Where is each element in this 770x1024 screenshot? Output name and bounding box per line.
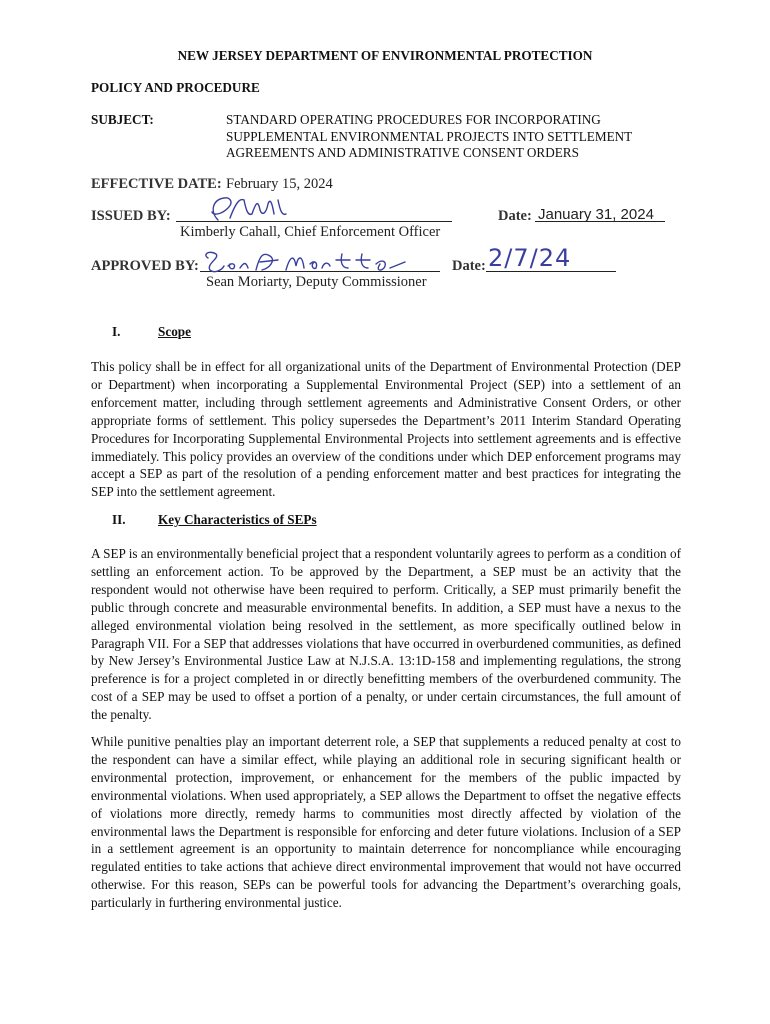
section-number: II.: [112, 512, 126, 527]
subject-line: SUPPLEMENTAL ENVIRONMENTAL PROJECTS INTO SETTLEMENT: [226, 128, 633, 144]
paragraph-text: This policy shall be in effect for all organizational units of the Department of Environmental Protection (DEP or Department) when incorporating a Supplemental Environmental Project (SEP) into a settlement of an enforcement matter, including through settlement agreements and Administrative Consent Orders, or other appropriate forms of settlement. This policy supersedes the Department’s 2011 Interim Standard Operating Procedures for Incorporating Supplemental Environmental Projects into settlement agreements and is effective immediately. This policy provides an overview of the conditions under which DEP enforcement programs may accept a SEP as part of the resolution of a pending enforcement matter and best practices for integrating the SEP into the settlement agreement.: [91, 359, 681, 500]
issued-signature-mark: [200, 192, 300, 226]
document-type: POLICY AND PROCEDURE: [91, 80, 260, 95]
approved-date-label: Date:: [452, 258, 486, 274]
issued-date-value: January 31, 2024: [538, 206, 654, 223]
section-paragraph: [91, 733, 681, 912]
issued-signer-name: Kimberly Cahall, Chief Enforcement Officer: [180, 224, 441, 240]
section-paragraph: [91, 358, 681, 501]
effective-date-label: EFFECTIVE DATE:: [91, 176, 222, 192]
issued-by-label: ISSUED BY:: [91, 208, 171, 224]
section-title: Scope: [158, 324, 191, 339]
effective-date-value: February 15, 2024: [226, 176, 333, 192]
paragraph-text: While punitive penalties play an important deterrent role, a SEP that supplements a reduced penalty at cost to the respondent can have a similar effect, while playing an additional role in securing significant health or environmental protection, improvement, or enhancement for the members of the public impacted by environmental violations. When used appropriately, a SEP allows the Department to offset the negative effects of violations more directly, remedy harms to communities most directly affected by violation of the environmental laws the Department is responsible for enforcing and deter future violations. Inclusion of a SEP in a settlement agreement is an opportunity to maintain deterrence for noncompliance while encouraging regulated entities to take actions that achieve direct environmental improvement that would not have occurred otherwise. For this reason, SEPs can be powerful tools for advancing the Department’s overarching goals, particularly in furthering environmental justice.: [91, 734, 681, 911]
subject-text: [226, 112, 686, 162]
approved-by-label: APPROVED BY:: [91, 258, 199, 274]
subject-label: SUBJECT:: [91, 112, 154, 127]
subject-line: AGREEMENTS AND ADMINISTRATIVE CONSENT ORDERS: [226, 145, 579, 160]
subject-line: STANDARD OPERATING PROCEDURES FOR INCORPORATING: [226, 112, 601, 127]
section-paragraph: [91, 545, 681, 724]
approved-date-value: 2/7/24: [488, 244, 572, 272]
section-title: Key Characteristics of SEPs: [158, 512, 317, 527]
issued-date-label: Date:: [498, 208, 532, 224]
approved-signer-name: Sean Moriarty, Deputy Commissioner: [206, 274, 427, 290]
section-number: I.: [112, 324, 121, 339]
department-header: NEW JERSEY DEPARTMENT OF ENVIRONMENTAL PROTECTION: [177, 48, 593, 63]
paragraph-text: A SEP is an environmentally beneficial project that a respondent voluntarily agrees to perform as a condition of settling an enforcement action. To be approved by the Department, a SEP must be an activity that the respondent would not otherwise have been required to perform. Critically, a SEP must primarily benefit the public through concrete and measurable environmental benefits. In addition, a SEP must have a nexus to the alleged environmental violation being resolved in the settlement, as more specifically outlined below in Paragraph VII. For a SEP that addresses violations that have occurred in overburdened communities, as defined by New Jersey’s Environmental Justice Law at N.J.S.A. 13:1D-158 and implementing regulations, the strong preference is for a project completed in or directly benefitting members of the overburdened community. The cost of a SEP may be used to offset a portion of a penalty, or under certain circumstances, the full amount of the penalty.: [91, 546, 681, 723]
